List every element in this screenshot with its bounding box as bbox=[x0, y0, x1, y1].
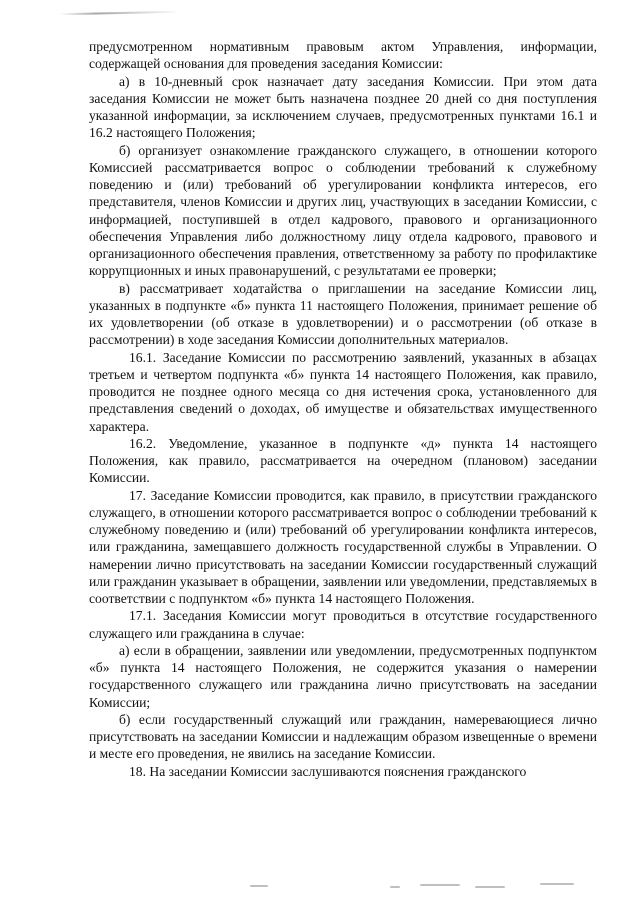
paragraph-17: 17. Заседание Комиссии проводится, как правило, в присутствии гражданского служащего, в отношении которого рассматривается вопрос о соблюдении требований к служебному поведению и (или) требований об урегулировании конфликта интересов, или гражданина, замещавшего должность государственной службы в Управлении. О намерении лично присутствовать на заседании Комиссии государственный служащий или гражданин указывает в обращении, заявлении или уведомлении, представляемых в соответствии с подпунктом «б» пункта 14 настоящего Положения. bbox=[89, 487, 597, 606]
scan-noise bbox=[250, 881, 590, 891]
paragraph-v: в) рассматривает ходатайства о приглашении на заседание Комиссии лиц, указанных в подпункте «б» пункта 11 настоящего Положения, принимает решение об их удовлетворении (об отказе в удовлетворении) и о рассмотрении (об отказе в рассмотрении) в ходе заседания Комиссии дополнительных материалов. bbox=[89, 280, 597, 348]
paragraph-17-1-b: б) если государственный служащий или гражданин, намеревающиеся лично присутствовать на заседании Комиссии и надлежащим образом извещенные о времени и месте его проведения, не явились на заседание Комиссии. bbox=[89, 711, 597, 762]
paragraph-16-2: 16.2. Уведомление, указанное в подпункте «д» пункта 14 настоящего Положения, как правило, рассматривается на очередном (плановом) заседании Комиссии. bbox=[89, 435, 597, 486]
paragraph-a: а) в 10-дневный срок назначает дату заседания Комиссии. При этом дата заседания Комиссии не может быть назначена позднее 20 дней со дня поступления указанной информации, за исключением случаев, предусмотренных пунктами 16.1 и 16.2 настоящего Положения; bbox=[89, 73, 597, 141]
paragraph-17-1-a: а) если в обращении, заявлении или уведомлении, предусмотренных подпунктом «б» пункта 14 настоящего Положения, не содержится указания о намерении государственного служащего или гражданина лично присутствовать на заседании Комиссии; bbox=[89, 642, 597, 710]
paragraph-intro: предусмотренном нормативным правовым актом Управления, информации, содержащей основания для проведения заседания Комиссии: bbox=[89, 39, 597, 72]
paragraph-16-1: 16.1. Заседание Комиссии по рассмотрению заявлений, указанных в абзацах третьем и четвертом подпункта «б» пункта 14 настоящего Положения, как правило, проводится не позднее одного месяца со дня истечения срока, установленного для представления сведений о доходах, об имуществе и обязательствах имущественного характера. bbox=[89, 349, 597, 434]
paragraph-b: б) организует ознакомление гражданского служащего, в отношении которого Комиссией рассматривается вопрос о соблюдении требований к служебному поведению и (или) требований об урегулировании конфликта интересов, его представителя, членов Комиссии и других лиц, участвующих в заседании Комиссии, с информацией, поступившей в отдел кадрового, правового и организационного обеспечения Управления либо должностному лицу отдела кадрового, правового и организационного обеспечения правления, ответственному за работу по профилактике коррупционных и иных правонарушений, с результатами ее проверки; bbox=[89, 142, 597, 279]
paragraph-18: 18. На заседании Комиссии заслушиваются пояснения гражданского bbox=[129, 763, 527, 779]
scan-artifact bbox=[60, 11, 180, 16]
document-body bbox=[89, 38, 597, 780]
paragraph-17-1: 17.1. Заседания Комиссии могут проводиться в отсутствие государственного служащего или гражданина в случае: bbox=[89, 608, 597, 641]
